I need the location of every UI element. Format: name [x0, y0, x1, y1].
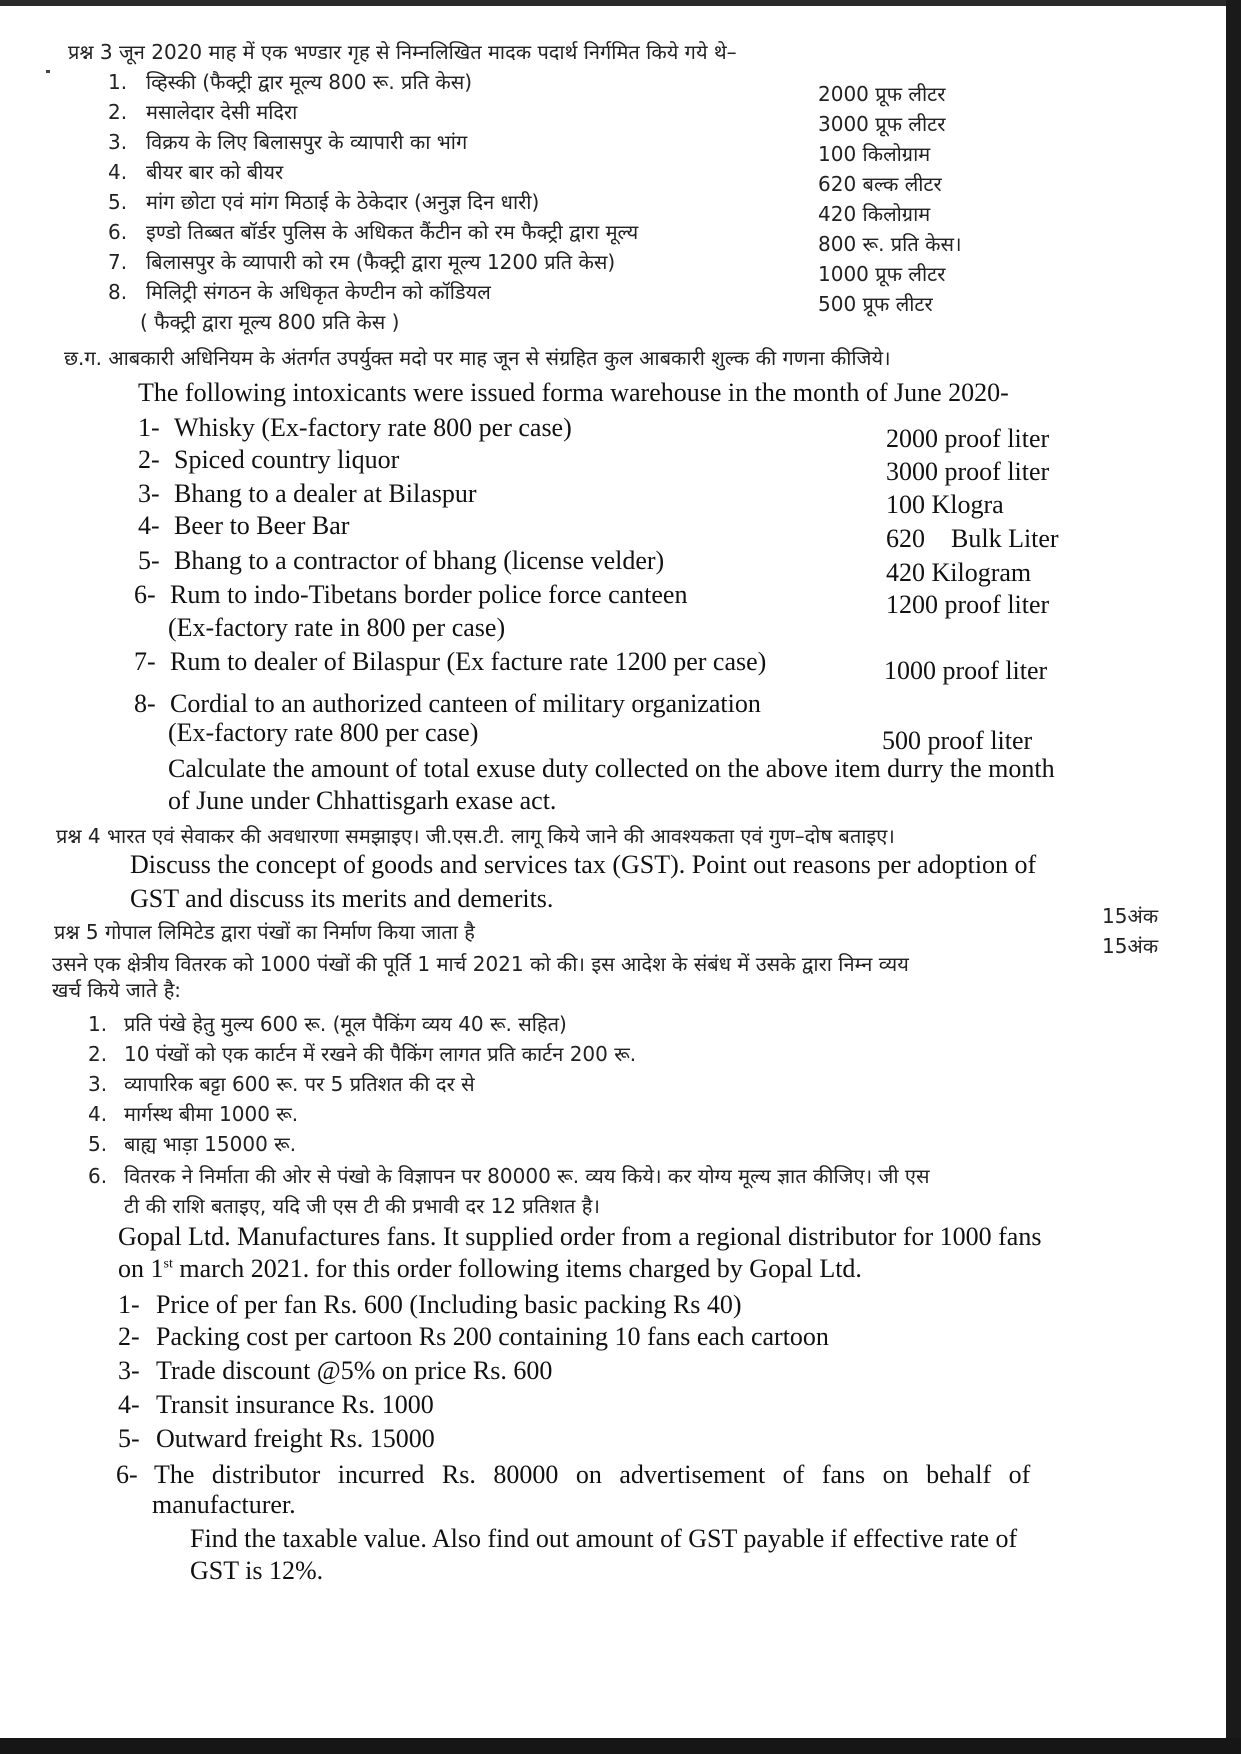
list-number: 7.	[108, 250, 128, 274]
list-item-text: मसालेदार देसी मदिरा	[146, 100, 298, 124]
list-item-quantity: 1200 proof liter	[886, 590, 1050, 619]
list-number: 6.	[88, 1164, 108, 1188]
list-number: 5.	[108, 190, 128, 214]
list-item-continuation: (Ex-factory rate 800 per case)	[168, 718, 479, 747]
list-item-continuation: (Ex-factory rate in 800 per case)	[168, 613, 506, 642]
list-item-text: Cordial to an authorized canteen of military organization	[170, 689, 761, 718]
list-item-text: Rum to indo-Tibetans border police force canteen	[170, 580, 688, 609]
list-item-quantity: 2000 प्रूफ लीटर	[818, 82, 946, 106]
list-item-text: Whisky (Ex-factory rate 800 per case)	[174, 413, 572, 442]
list-number: 2.	[88, 1042, 108, 1066]
list-item-quantity: 2000 proof liter	[886, 424, 1050, 453]
list-item-quantity: 100 Klogra	[886, 490, 1004, 519]
list-item-text: इण्डो तिब्बत बॉर्डर पुलिस के अधिकत कैंटीन को रम फैक्ट्री द्वारा मूल्य	[146, 220, 639, 244]
list-item-text: Bhang to a dealer at Bilaspur	[174, 479, 477, 508]
q4-english: Discuss the concept of goods and services tax (GST). Point out reasons per adoption of	[130, 850, 1037, 879]
list-item-text: Rum to dealer of Bilaspur (Ex facture rate 1200 per case)	[170, 647, 767, 676]
q4-marks: 15अंक	[1102, 904, 1159, 928]
q4-english-cont: GST and discuss its merits and demerits.	[130, 884, 554, 913]
intro-text: on 1	[118, 1254, 164, 1283]
list-item-text: Spiced country liquor	[174, 445, 400, 474]
q4-hindi: प्रश्न 4 भारत एवं सेवाकर की अवधारणा समझाइए। जी.एस.टी. लागू किये जाने की आवश्यकता एवं गुण–दोष बताइए।	[56, 824, 895, 848]
list-item-quantity: 420 Kilogram	[886, 558, 1032, 587]
scan-top-edge	[0, 0, 1241, 6]
q5-intro-english: Gopal Ltd. Manufactures fans. It supplied order from a regional distributor for 1000 fans	[118, 1222, 1042, 1251]
list-number: 3-	[118, 1356, 140, 1385]
list-number: 4-	[118, 1390, 140, 1419]
list-item-quantity: 100 किलोग्राम	[818, 142, 931, 166]
scan-speck	[46, 70, 50, 73]
list-item-text: Beer to Beer Bar	[174, 511, 350, 540]
list-item-continuation: ( फैक्ट्री द्वारा मूल्य 800 प्रति केस )	[140, 310, 400, 334]
list-item-text: Transit insurance Rs. 1000	[156, 1390, 434, 1419]
list-number: 4.	[108, 160, 128, 184]
list-item-text: बाह्य भाड़ा 15000 रू.	[124, 1132, 297, 1156]
list-item-quantity: 1000 proof liter	[884, 656, 1048, 685]
list-number: 1.	[88, 1012, 108, 1036]
q5-intro-hindi: उसने एक क्षेत्रीय वितरक को 1000 पंखों की पूर्ति 1 मार्च 2021 को की। इस आदेश के संबंध में उसके द्वारा निम्न व्यय	[52, 952, 909, 976]
list-number: 5.	[88, 1132, 108, 1156]
list-item-quantity: 620 Bulk Liter	[886, 524, 1059, 553]
list-item-quantity: 3000 proof liter	[886, 457, 1050, 486]
list-item-quantity: 500 प्रूफ लीटर	[818, 292, 933, 316]
list-item-text: प्रति पंखे हेतु मुल्य 600 रू. (मूल पैकिंग व्यय 40 रू. सहित)	[124, 1012, 567, 1036]
list-number: 2-	[118, 1322, 140, 1351]
list-number: 1-	[138, 413, 160, 442]
list-item-text: Packing cost per cartoon Rs 200 containing 10 fans each cartoon	[156, 1322, 829, 1351]
q3-calc-english: Calculate the amount of total exuse duty collected on the above item durry the month	[168, 754, 1055, 783]
list-item-text: मार्गस्थ बीमा 1000 रू.	[124, 1102, 299, 1126]
q5-intro-hindi-cont: खर्च किये जाते है:	[52, 978, 182, 1002]
q3-header-english: The following intoxicants were issued forma warehouse in the month of June 2020-	[138, 378, 1009, 407]
list-item-quantity: 3000 प्रूफ लीटर	[818, 112, 946, 136]
q5-find-english-cont: GST is 12%.	[190, 1556, 324, 1585]
q5-find-english: Find the taxable value. Also find out amount of GST payable if effective rate of	[190, 1524, 1018, 1553]
list-number: 3-	[138, 479, 160, 508]
list-item-text: बिलासपुर के व्यापारी को रम (फैक्ट्री द्वारा मूल्य 1200 प्रति केस)	[146, 250, 616, 274]
list-number: 1-	[118, 1290, 140, 1319]
list-number: 6-	[116, 1460, 138, 1489]
list-number: 4-	[138, 511, 160, 540]
q3-instruction-hindi: छ.ग. आबकारी अधिनियम के अंतर्गत उपर्युक्त मदो पर माह जून से संग्रहित कुल आबकारी शुल्क की गणना कीजिये।	[64, 346, 891, 370]
list-item-quantity: 620 बल्क लीटर	[818, 172, 942, 196]
scan-right-edge	[1226, 0, 1241, 1754]
list-item-quantity: 800 रू. प्रति केस।	[818, 232, 962, 256]
list-item-continuation: manufacturer.	[152, 1490, 296, 1519]
list-number: 1.	[108, 70, 128, 94]
ordinal-suffix: st	[163, 1256, 173, 1272]
list-number: 2.	[108, 100, 128, 124]
list-number: 8.	[108, 280, 128, 304]
list-item-text: मिलिट्री संगठन के अधिकृत केण्टीन को कॉडियल	[146, 280, 491, 304]
list-number: 5-	[118, 1424, 140, 1453]
intro-text: march 2021. for this order following items charged by Gopal Ltd.	[172, 1254, 862, 1283]
list-number: 6-	[134, 580, 156, 609]
list-item-text: Price of per fan Rs. 600 (Including basic packing Rs 40)	[156, 1290, 742, 1319]
list-item-text: Bhang to a contractor of bhang (license velder)	[174, 546, 665, 575]
q5-header-hindi: प्रश्न 5 गोपाल लिमिटेड द्वारा पंखों का निर्माण किया जाता है	[54, 920, 475, 944]
list-item-text: वितरक ने निर्माता की ओर से पंखो के विज्ञापन पर 80000 रू. व्यय किये। कर योग्य मूल्य ज्ञात कीजिए। जी एस	[124, 1164, 930, 1188]
list-number: 5-	[138, 546, 160, 575]
list-number: 3.	[88, 1072, 108, 1096]
list-item-continuation: टी की राशि बताइए, यदि जी एस टी की प्रभावी दर 12 प्रतिशत है।	[124, 1194, 600, 1218]
list-item-text: The distributor incurred Rs. 80000 on advertisement of fans on behalf of	[154, 1460, 1031, 1489]
scan-bottom-edge	[0, 1738, 1241, 1754]
list-item-quantity: 1000 प्रूफ लीटर	[818, 262, 946, 286]
list-number: 4.	[88, 1102, 108, 1126]
list-number: 8-	[134, 689, 156, 718]
list-number: 6.	[108, 220, 128, 244]
list-item-text: व्हिस्की (फैक्ट्री द्वार मूल्य 800 रू. प्रति केस)	[146, 70, 473, 94]
list-item-text: बीयर बार को बीयर	[146, 160, 284, 184]
q3-calc-english-cont: of June under Chhattisgarh exase act.	[168, 786, 557, 815]
list-item-text: Outward freight Rs. 15000	[156, 1424, 435, 1453]
list-item-quantity: 420 किलोग्राम	[818, 202, 931, 226]
list-item-text: 10 पंखों को एक कार्टन में रखने की पैकिंग लागत प्रति कार्टन 200 रू.	[124, 1042, 637, 1066]
list-item-text: व्यापारिक बट्टा 600 रू. पर 5 प्रतिशत की दर से	[124, 1072, 475, 1096]
list-item-text: Trade discount @5% on price Rs. 600	[156, 1356, 553, 1385]
list-number: 2-	[138, 445, 160, 474]
list-item-text: मांग छोटा एवं मांग मिठाई के ठेकेदार (अनुज्ञ दिन धारी)	[146, 190, 540, 214]
list-item-text: विक्रय के लिए बिलासपुर के व्यापारी का भांग	[146, 130, 468, 154]
q3-header-hindi: प्रश्न 3 जून 2020 माह में एक भण्डार गृह से निम्नलिखित मादक पदार्थ निर्गमित किये गये थे–	[68, 40, 737, 64]
q5-marks: 15अंक	[1102, 934, 1159, 958]
list-number: 3.	[108, 130, 128, 154]
list-item-quantity: 500 proof liter	[882, 726, 1033, 755]
q5-intro-english-cont	[118, 1254, 862, 1284]
list-number: 7-	[134, 647, 156, 676]
